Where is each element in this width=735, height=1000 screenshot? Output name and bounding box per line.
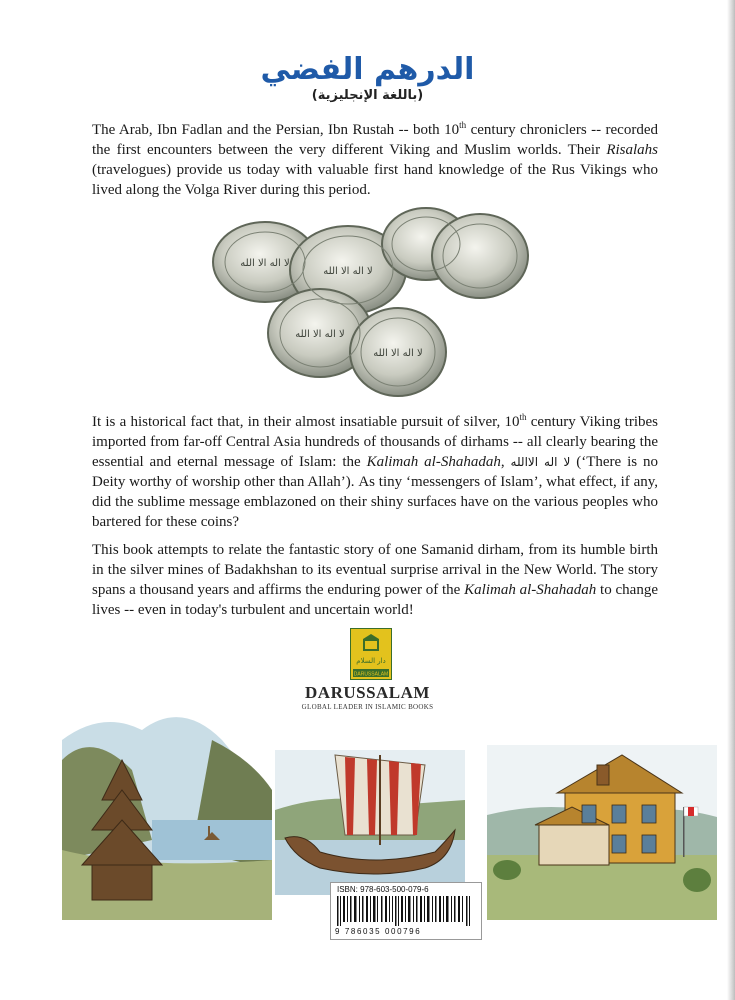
darussalam-logo xyxy=(350,628,392,680)
viking-longship-illustration xyxy=(275,750,465,895)
svg-text:DARUSSALAM: DARUSSALAM xyxy=(353,671,389,678)
isbn-barcode xyxy=(330,882,482,940)
coin xyxy=(213,208,528,396)
barcode-digits: 9 786035 000796 xyxy=(335,927,422,936)
paragraph-summary: This book attempts to relate the fantastic story of one Samanid dirham, from its humble birth in the silver mines of Badakhshan to its eventual surprise arrival in the New World. The story spans a thousand years and affirms the enduring power of the Kalimah al-Shahadah to change lives -- even in today's turbulent and uncertain world! xyxy=(92,542,658,618)
coin-inscription: لا اله الا الله xyxy=(373,348,423,359)
stave-church-illustration xyxy=(62,700,272,920)
arabic-title: الدرهم الفضي xyxy=(260,52,475,87)
arabic-subtitle: (باللغة الإنجليزية) xyxy=(311,88,424,103)
dirham-coins-illustration xyxy=(188,200,568,400)
svg-text:دار السلام: دار السلام xyxy=(356,657,386,665)
publisher-tagline: GLOBAL LEADER IN ISLAMIC BOOKS xyxy=(301,703,434,711)
coin-inscription: لا اله الا الله xyxy=(240,258,290,269)
coin-inscription: لا اله الا الله xyxy=(295,329,345,340)
colonial-house-illustration xyxy=(487,745,717,920)
isbn-label: ISBN: 978-603-500-079-6 xyxy=(337,885,429,894)
publisher-name: DARUSSALAM xyxy=(305,683,430,702)
barcode-bars xyxy=(335,896,475,926)
book-edge-shadow xyxy=(727,0,735,1000)
paragraph-history: It is a historical fact that, in their almost insatiable pursuit of silver, 10th century Viking tribes imported from far-off Central Asia hundreds of thousands of dirhams -- all clearly bearing the essential and eternal message of Islam: the Kalimah al-Shahadah, لا اله الاالله (‘There is no Deity worthy of worship other than Allah’). As tiny ‘messengers of Islam’, what effect, if any, did the sublime message emblazoned on their shiny surfaces have on the various peoples who bartered for these coins? xyxy=(92,412,659,530)
paragraph-intro: The Arab, Ibn Fadlan and the Persian, Ibn Rustah -- both 10th century chroniclers -- recorded the first encounters between the very different Viking and Muslim worlds. Their Risalahs (travelogues) provide us today with valuable first hand knowledge of the Rus Vikings who lived along the Volga River during this period. xyxy=(92,120,658,198)
coin-inscription: لا اله الا الله xyxy=(323,266,373,277)
